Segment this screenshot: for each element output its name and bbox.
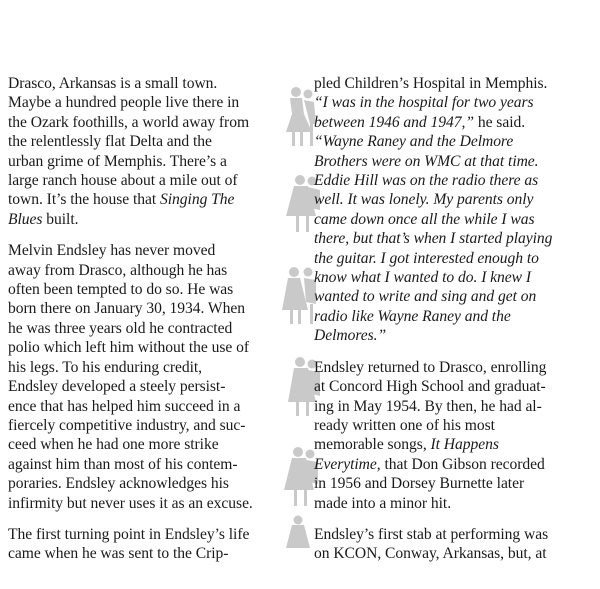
quote-line: “Wayne Raney and the Delmore: [314, 133, 514, 151]
text-line: poraries. Endsley acknowledges his: [8, 475, 229, 493]
quote-line: wanted to write and sing and get on: [314, 288, 537, 306]
paragraph-turning-point: [8, 525, 290, 564]
text-line: Drasco, Arkansas is a small town.: [8, 75, 218, 92]
quote-fragment: between 1946 and 1947,” he said.: [314, 113, 526, 131]
quote-line: know what I wanted to do. I knew I: [314, 269, 532, 287]
paragraph-endsley-bio: [8, 241, 290, 513]
quote-line: came down once all the while I was: [314, 210, 535, 228]
text-line-with-title: [8, 190, 290, 209]
paragraph-first-performance: [314, 525, 596, 564]
song-title: Blues: [8, 210, 43, 228]
text-line: Endsley developed a steely persist-: [8, 378, 226, 396]
text-line: memorable songs, It Happens: [314, 436, 499, 454]
text-line: ence that has helped him succeed in a: [8, 397, 241, 415]
quote-line: radio like Wayne Raney and the: [314, 307, 511, 325]
text-line: urban grime of Memphis. There’s a: [8, 152, 227, 170]
text-line: came when he was sent to the Crip-: [8, 545, 229, 563]
text-line: Melvin Endsley has never moved: [8, 242, 216, 260]
text-line: Blues built.: [8, 210, 79, 228]
text-fragment: town. It’s the house that Singing The: [8, 191, 235, 209]
quote-line: there, but that’s when I started playing: [314, 230, 553, 248]
text-line: ing in May 1954. By then, he had al-: [314, 397, 542, 415]
text-line: pled Children’s Hospital in Memphis.: [314, 75, 548, 92]
text-line: the Ozark foothills, a world away from: [8, 113, 250, 131]
paragraph-hospital-quote: [314, 74, 596, 346]
right-column: [314, 74, 596, 576]
text-line: the relentlessly flat Delta and the: [8, 133, 212, 151]
text-line: fiercely competitive industry, and suc-: [8, 416, 246, 434]
text-line: ready written one of his most: [314, 416, 495, 434]
text-line: his legs. To his enduring credit,: [8, 358, 203, 376]
text-line: Endsley’s first stab at performing was: [314, 525, 549, 543]
text-line: he was three years old he contracted: [8, 319, 233, 337]
text-line: Maybe a hundred people live there in: [8, 94, 240, 112]
quote-line: well. It was lonely. My parents only: [314, 191, 534, 209]
text-line: ceed when he had one more strike: [8, 436, 219, 454]
song-title: Singing The: [160, 191, 235, 209]
song-title: It Happens: [430, 436, 499, 454]
text-line: Everytime, that Don Gibson recorded: [314, 455, 545, 473]
song-title: Everytime,: [314, 455, 381, 473]
text-line: away from Drasco, although he has: [8, 261, 228, 279]
text-line: often been tempted to do so. He was: [8, 281, 234, 299]
text-line: made into a minor hit.: [314, 494, 452, 512]
text-line: The first turning point in Endsley’s life: [8, 525, 250, 543]
text-line: polio which left him without the use of: [8, 339, 250, 357]
text-line: infirmity but never uses it as an excuse.: [8, 494, 253, 512]
quote-line: the guitar. I got interested enough to: [314, 249, 539, 267]
quote-line: [314, 113, 596, 132]
text-line: Endsley returned to Drasco, enrolling: [314, 358, 547, 376]
text-line: in 1956 and Dorsey Burnette later: [314, 475, 525, 493]
paragraph-drasco-intro: [8, 74, 290, 229]
quote-line: Eddie Hill was on the radio there as: [314, 172, 539, 190]
text-line: large ranch house about a mile out of: [8, 172, 238, 190]
quote-line: “I was in the hospital for two years: [314, 94, 534, 112]
text-line: against him than most of his contem-: [8, 455, 238, 473]
quote-line: Brothers were on WMC at that time.: [314, 152, 539, 170]
paragraph-high-school: [314, 358, 596, 513]
text-line: born there on January 30, 1934. When: [8, 300, 245, 318]
text-line: at Concord High School and graduat-: [314, 378, 546, 396]
quote-line: Delmores.”: [314, 327, 387, 345]
left-column: [8, 74, 290, 576]
text-line: on KCON, Conway, Arkansas, but, at: [314, 545, 547, 563]
